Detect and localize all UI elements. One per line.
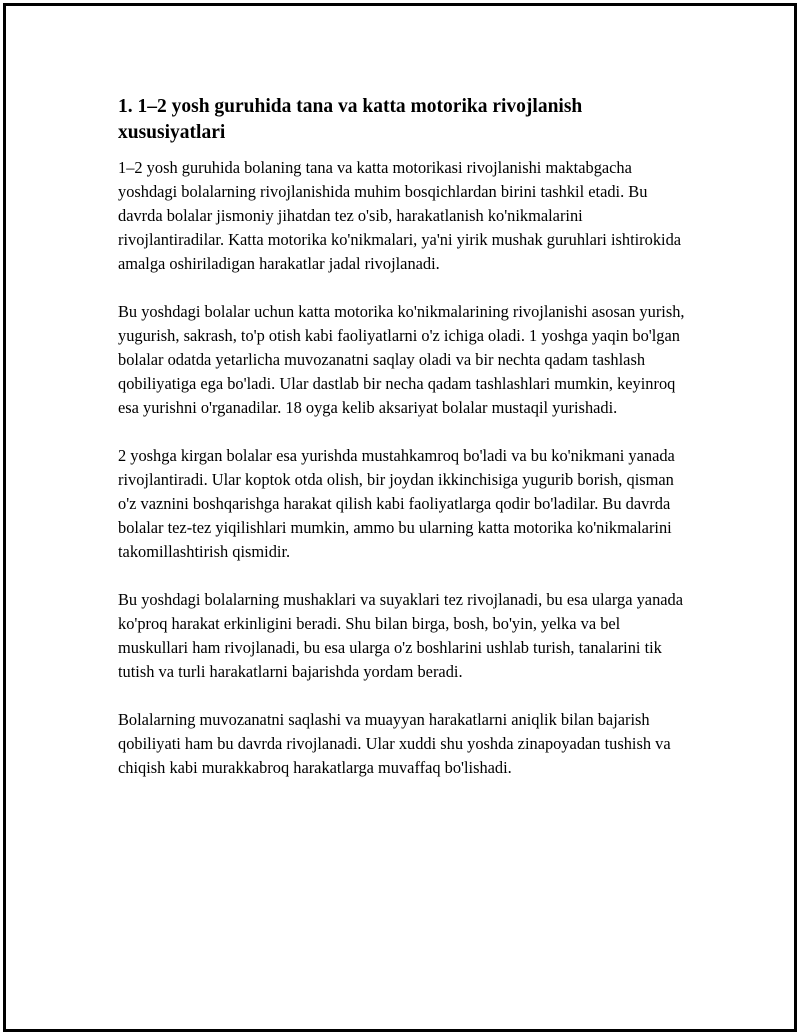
paragraph-4: Bu yoshdagi bolalarning mushaklari va suyaklari tez rivojlanadi, bu esa ularga yanada ko'proq harakat erkinligini beradi. Shu bilan birga, bosh, bo'yin, yelka va bel muskullari ham rivojlanadi, bu esa ularga o'z boshlarini ushlab turish, tanalarini tik tutish va turli harakatlarni bajarishda yordam beradi. <box>118 590 684 681</box>
section-heading: 1. 1–2 yosh guruhida tana va katta motorika rivojlanish xususiyatlari <box>118 96 583 143</box>
paragraph-2: Bu yoshdagi bolalar uchun katta motorika ko'nikmalarining rivojlanishi asosan yurish, yugurish, sakrash, to'p otish kabi faoliyatlarni o'z ichiga oladi. 1 yoshga yaqin bo'lgan bolalar odatda yetarlicha muvozanatni saqlay oladi va bir nechta qadam tashlash qobiliyatiga ega bo'ladi. Ular dastlab bir necha qadam tashlashlari mumkin, keyinroq esa yurishni o'rganadilar. 18 oyga kelib aksariyat bolalar mustaqil yurishadi. <box>118 302 685 417</box>
paragraph-1: 1–2 yosh guruhida bolaning tana va katta motorikasi rivojlanishi maktabgacha yoshdagi bolalarning rivojlanishida muhim bosqichlardan birini tashkil etadi. Bu davrda bolalar jismoniy jihatdan tez o'sib, harakatlanish ko'nikmalarini rivojlantiradilar. Katta motorika ko'nikmalari, ya'ni yirik mushak guruhlari ishtirokida amalga oshiriladigan harakatlar jadal rivojlanadi. <box>118 158 682 273</box>
document-body <box>118 94 688 804</box>
paragraph-3: 2 yoshga kirgan bolalar esa yurishda mustahkamroq bo'ladi va bu ko'nikmani yanada rivojlantiradi. Ular koptok otda olish, bir joydan ikkinchisiga yugurib borish, qisman o'z vaznini boshqarishga harakat qilish kabi faoliyatlarga qodir bo'ladilar. Bu davrda bolalar tez-tez yiqilishlari mumkin, ammo bu ularning katta motorika ko'nikmalarini takomillashtirish qismidir. <box>118 446 675 561</box>
paragraph-5: Bolalarning muvozanatni saqlashi va muayyan harakatlarni aniqlik bilan bajarish qobiliyati ham bu davrda rivojlanadi. Ular xuddi shu yoshda zinapoyadan tushish va chiqish kabi murakkabroq harakatlarga muvaffaq bo'lishadi. <box>118 710 671 777</box>
